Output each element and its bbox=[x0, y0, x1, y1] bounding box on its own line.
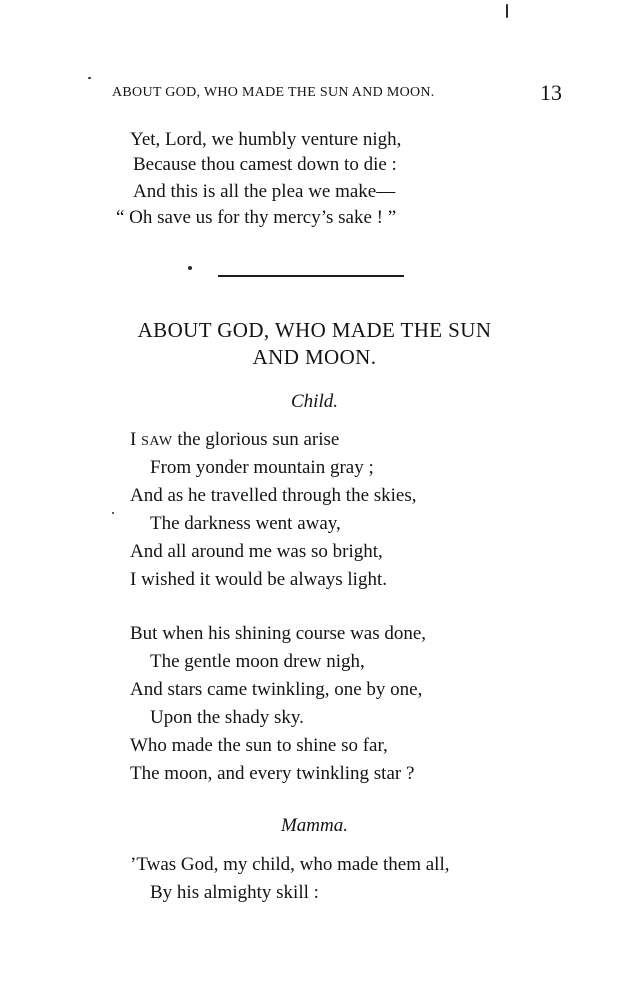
print-speck bbox=[112, 512, 114, 514]
print-speck bbox=[88, 77, 91, 79]
print-speck bbox=[506, 4, 508, 18]
verse-line: Yet, Lord, we humbly venture nigh, bbox=[130, 129, 402, 150]
running-head: ABOUT GOD, WHO MADE THE SUN AND MOON. bbox=[112, 85, 435, 100]
verse-line: Who made the sun to shine so far, bbox=[130, 735, 388, 756]
verse-line: The moon, and every twinkling star ? bbox=[130, 763, 415, 784]
speaker-label: Mamma. bbox=[280, 815, 349, 836]
speaker-label: Child. bbox=[291, 391, 338, 412]
section-divider bbox=[218, 275, 404, 277]
verse-line: And as he travelled through the skies, bbox=[130, 485, 417, 506]
verse-line: “ Oh save us for thy mercy’s sake ! ” bbox=[116, 207, 397, 228]
verse-line: And this is all the plea we make— bbox=[133, 181, 396, 202]
verse-line: ’Twas God, my child, who made them all, bbox=[130, 854, 450, 875]
verse-line: But when his shining course was done, bbox=[130, 623, 427, 644]
print-speck bbox=[188, 266, 192, 270]
verse-line bbox=[130, 428, 339, 454]
verse-line: And stars came twinkling, one by one, bbox=[130, 679, 423, 700]
initial-word: I bbox=[130, 429, 137, 450]
small-caps-word: SAW bbox=[141, 434, 173, 449]
verse-line: The darkness went away, bbox=[150, 513, 341, 534]
verse-line: By his almighty skill : bbox=[150, 882, 319, 903]
poem-title-continued: AND MOON. bbox=[252, 345, 377, 369]
verse-line: Because thou camest down to die : bbox=[133, 154, 397, 175]
verse-line: I wished it would be always light. bbox=[130, 569, 387, 590]
page-number: 13 bbox=[540, 80, 562, 105]
poem-title: ABOUT GOD, WHO MADE THE SUN bbox=[137, 318, 492, 342]
verse-line: The gentle moon drew nigh, bbox=[150, 651, 365, 672]
verse-line: And all around me was so bright, bbox=[130, 541, 383, 562]
verse-line-rest: the glorious sun arise bbox=[172, 429, 340, 450]
verse-line: Upon the shady sky. bbox=[150, 707, 304, 728]
verse-line: From yonder mountain gray ; bbox=[150, 457, 374, 478]
